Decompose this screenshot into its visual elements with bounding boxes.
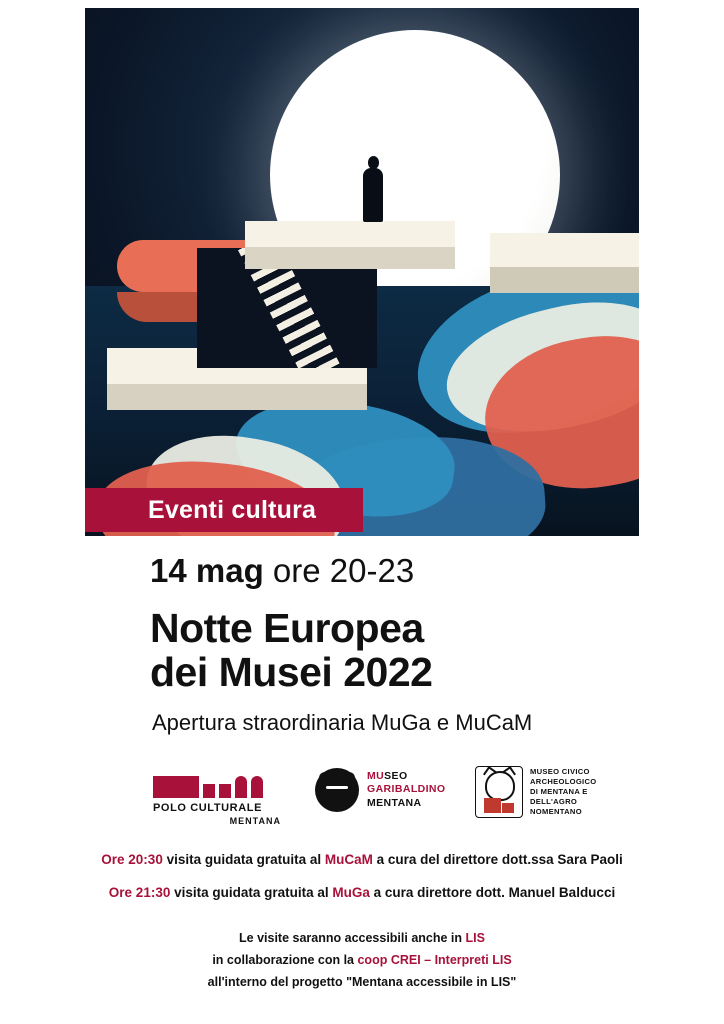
mucam-line-2: ARCHEOLOGICO xyxy=(530,776,597,786)
event-2-venue: MuGa xyxy=(332,885,370,900)
mucam-line-3: DI MENTANA E xyxy=(530,786,588,796)
platform-top xyxy=(245,221,455,247)
accessibility-line-1 xyxy=(0,928,724,950)
page-title-line-1: Notte Europea xyxy=(150,605,424,651)
mucam-text xyxy=(530,767,596,817)
person-body xyxy=(363,168,383,222)
event-1-venue: MuCaM xyxy=(324,852,373,867)
beard-shape xyxy=(321,792,353,810)
category-banner-label: Eventi cultura xyxy=(148,495,317,524)
accessibility-line-3: all'interno del progetto "Mentana accessibile in LIS" xyxy=(207,974,517,989)
event-date: 14 mag xyxy=(150,552,264,589)
logo-museo-civico-archeologico xyxy=(475,766,645,818)
garibaldi-face-icon xyxy=(315,768,359,812)
garibaldino-mu: MU xyxy=(367,769,385,782)
polo-culturale-name: POLO CULTURALE xyxy=(153,802,263,814)
event-time: ore 20-23 xyxy=(272,552,415,589)
events-list xyxy=(0,852,724,918)
she-wolf-icon xyxy=(475,766,523,818)
accessibility-line-2 xyxy=(0,950,724,972)
accessibility-line-1-text: Le visite saranno accessibili anche in xyxy=(239,931,466,945)
polo-culturale-mark-icon xyxy=(153,772,281,798)
accessibility-coop: coop CREI – Interpreti LIS xyxy=(357,952,512,967)
accessibility-lis: LIS xyxy=(465,931,485,945)
garibaldino-line-3: MENTANA xyxy=(367,796,422,809)
polo-mark-block xyxy=(251,776,263,798)
page-subtitle: Apertura straordinaria MuGa e MuCaM xyxy=(152,710,533,735)
page-title xyxy=(150,606,432,695)
polo-mark-block xyxy=(219,784,231,798)
accessibility-note xyxy=(0,928,724,994)
list-item xyxy=(0,852,724,867)
polo-mark-block xyxy=(153,776,199,798)
category-banner xyxy=(85,488,363,532)
red-block-shape xyxy=(502,803,514,813)
eyes-shape xyxy=(326,786,348,789)
logo-museo-garibaldino xyxy=(315,768,475,812)
red-block-shape xyxy=(484,798,501,813)
event-2-text-after: a cura direttore dott. Manuel Balducci xyxy=(369,885,616,900)
polo-mark-block xyxy=(235,776,247,798)
hat-shape xyxy=(319,772,355,783)
platform-slab-shadow xyxy=(107,384,367,410)
event-1-time: Ore 20:30 xyxy=(101,852,163,867)
garibaldino-line-1 xyxy=(367,770,445,783)
platform-slab-right xyxy=(490,233,639,267)
logo-polo-culturale xyxy=(153,772,283,826)
museo-garibaldino-text xyxy=(367,770,445,810)
mucam-line-5: NOMENTANO xyxy=(530,807,582,817)
list-item xyxy=(0,885,724,900)
event-date-line xyxy=(150,554,414,587)
platform-slab-right-shadow xyxy=(490,267,639,293)
event-1-text-after: a cura del direttore dott.ssa Sara Paoli xyxy=(372,852,623,867)
logo-row xyxy=(85,766,639,836)
polo-culturale-sub: MENTANA xyxy=(229,816,281,826)
event-1-text-before: visita guidata gratuita al xyxy=(162,852,325,867)
platform-top-shadow xyxy=(245,247,455,269)
event-2-time: Ore 21:30 xyxy=(108,885,171,900)
polo-mark-block xyxy=(203,784,215,798)
accessibility-line-2-text: in collaborazione con la xyxy=(212,952,358,967)
garibaldino-line-2: GARIBALDINO xyxy=(367,783,446,796)
garibaldino-seo: SEO xyxy=(384,769,408,782)
mucam-line-1: MUSEO CIVICO xyxy=(530,766,590,776)
page-title-line-2: dei Musei 2022 xyxy=(150,649,433,696)
event-2-text-before: visita guidata gratuita al xyxy=(170,885,333,900)
person-silhouette xyxy=(362,156,384,222)
mucam-line-4: DELL'AGRO xyxy=(530,797,578,806)
poster-artwork xyxy=(85,8,639,536)
